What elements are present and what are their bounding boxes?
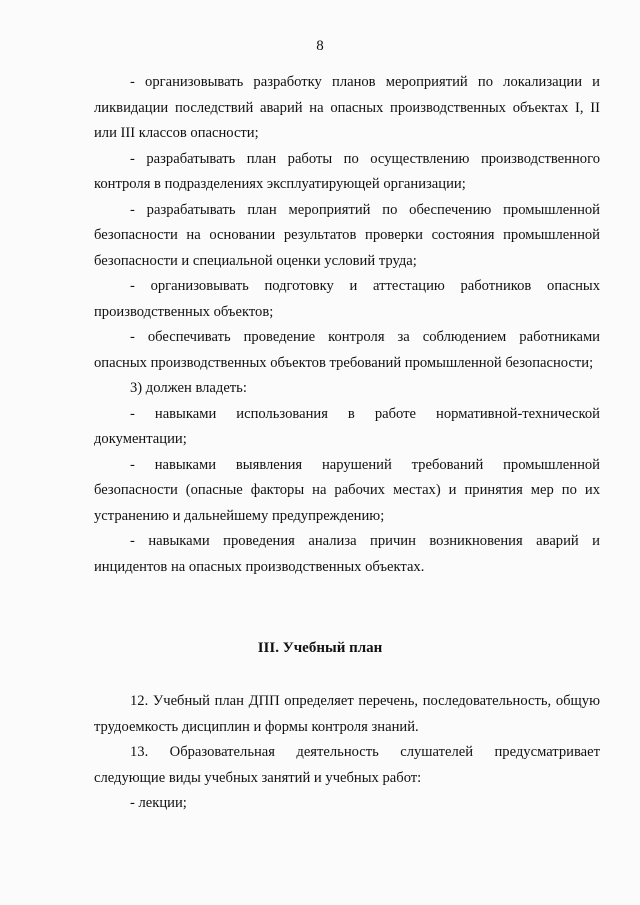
list-item: - навыками проведения анализа причин возникновения аварий и инцидентов на опасных производственных объектах. xyxy=(94,533,600,575)
section-heading: III. Учебный план xyxy=(257,640,383,656)
section-body xyxy=(94,689,600,817)
section-paragraph: 13. Образовательная деятельность слушателей предусматривает следующие виды учебных занятий и учебных работ: xyxy=(94,744,600,786)
list-item: - организовывать разработку планов мероприятий по локализации и ликвидации последствий аварий на опасных производственных объектах I, II или III классов опасности; xyxy=(94,74,600,141)
list-item: - организовывать подготовку и аттестацию работников опасных производственных объектов; xyxy=(94,278,600,320)
list-item: - лекции; xyxy=(130,795,187,811)
competency-list xyxy=(94,70,600,580)
page-number: 8 xyxy=(316,38,324,54)
list-item: - навыками выявления нарушений требований промышленной безопасности (опасные факторы на рабочих местах) и принятия мер по их устранению и дальнейшему предупреждению; xyxy=(94,456,600,524)
skills-intro: 3) должен владеть: xyxy=(130,380,247,396)
list-item: - разрабатывать план работы по осуществлению производственного контроля в подразделениях эксплуатирующей организации; xyxy=(94,150,600,192)
list-item: - обеспечивать проведение контроля за соблюдением работниками опасных производственных объектов требований промышленной безопасности; xyxy=(94,329,600,371)
list-item: - разрабатывать план мероприятий по обеспечению промышленной безопасности на основании результатов проверки состояния промышленной безопасности и специальной оценки условий труда; xyxy=(94,201,600,269)
list-item: - навыками использования в работе нормативной-технической документации; xyxy=(94,405,600,447)
section-paragraph: 12. Учебный план ДПП определяет перечень, последовательность, общую трудоемкость дисциплин и формы контроля знаний. xyxy=(94,693,600,735)
